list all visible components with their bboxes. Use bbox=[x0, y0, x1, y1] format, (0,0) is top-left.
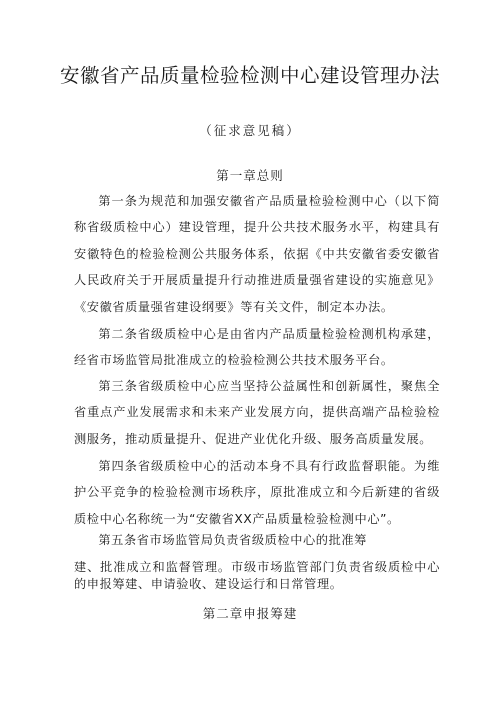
article-5-continued: 建、批准成立和监督管理。市级市场监管部门负责省级质检中心的申报筹建、申请验收、建设运行和日常管理。 bbox=[74, 560, 440, 591]
article-3: 第三条省级质检中心应当坚持公益属性和创新属性，聚焦全省重点产业发展需求和未来产业发展方向，提供高端产品检验检测服务，推动质量提升、促进产业优化升级、服务高质量发展。 bbox=[74, 379, 440, 446]
chapter-heading-2: 第二章申报筹建 bbox=[202, 606, 298, 621]
chapter-heading-1: 第一章总则 bbox=[216, 168, 284, 183]
document-subtitle: （征求意见稿） bbox=[199, 123, 301, 138]
document-title: 安徽省产品质量检验检测中心建设管理办法 bbox=[60, 64, 441, 87]
article-2: 第二条省级质检中心是由省内产品质量检验检测机构承建，经省市场监管局批准成立的检验检测公共技术服务平台。 bbox=[74, 327, 440, 368]
article-4: 第四条省级质检中心的活动本身不具有行政监督职能。为维护公平竞争的检验检测市场秩序，原批准成立和今后新建的省级质检中心名称统一为“安徽省XX产品质量检验检测中心”。 bbox=[74, 459, 440, 526]
article-5-first-line: 第五条省市场监管局负责省级质检中心的批准筹 bbox=[98, 533, 367, 547]
article-1: 第一条为规范和加强安徽省产品质量检验检测中心（以下简称省级质检中心）建设管理，提升公共技术服务水平，构建具有安徽特色的检验检测公共服务体系，依据《中共安徽省委安徽省人民政府关于开展质量提升行动推进质量强省建设的实施意见》《安徽省质量强省建设纲要》等有关文件，制定本办法。 bbox=[74, 194, 440, 314]
